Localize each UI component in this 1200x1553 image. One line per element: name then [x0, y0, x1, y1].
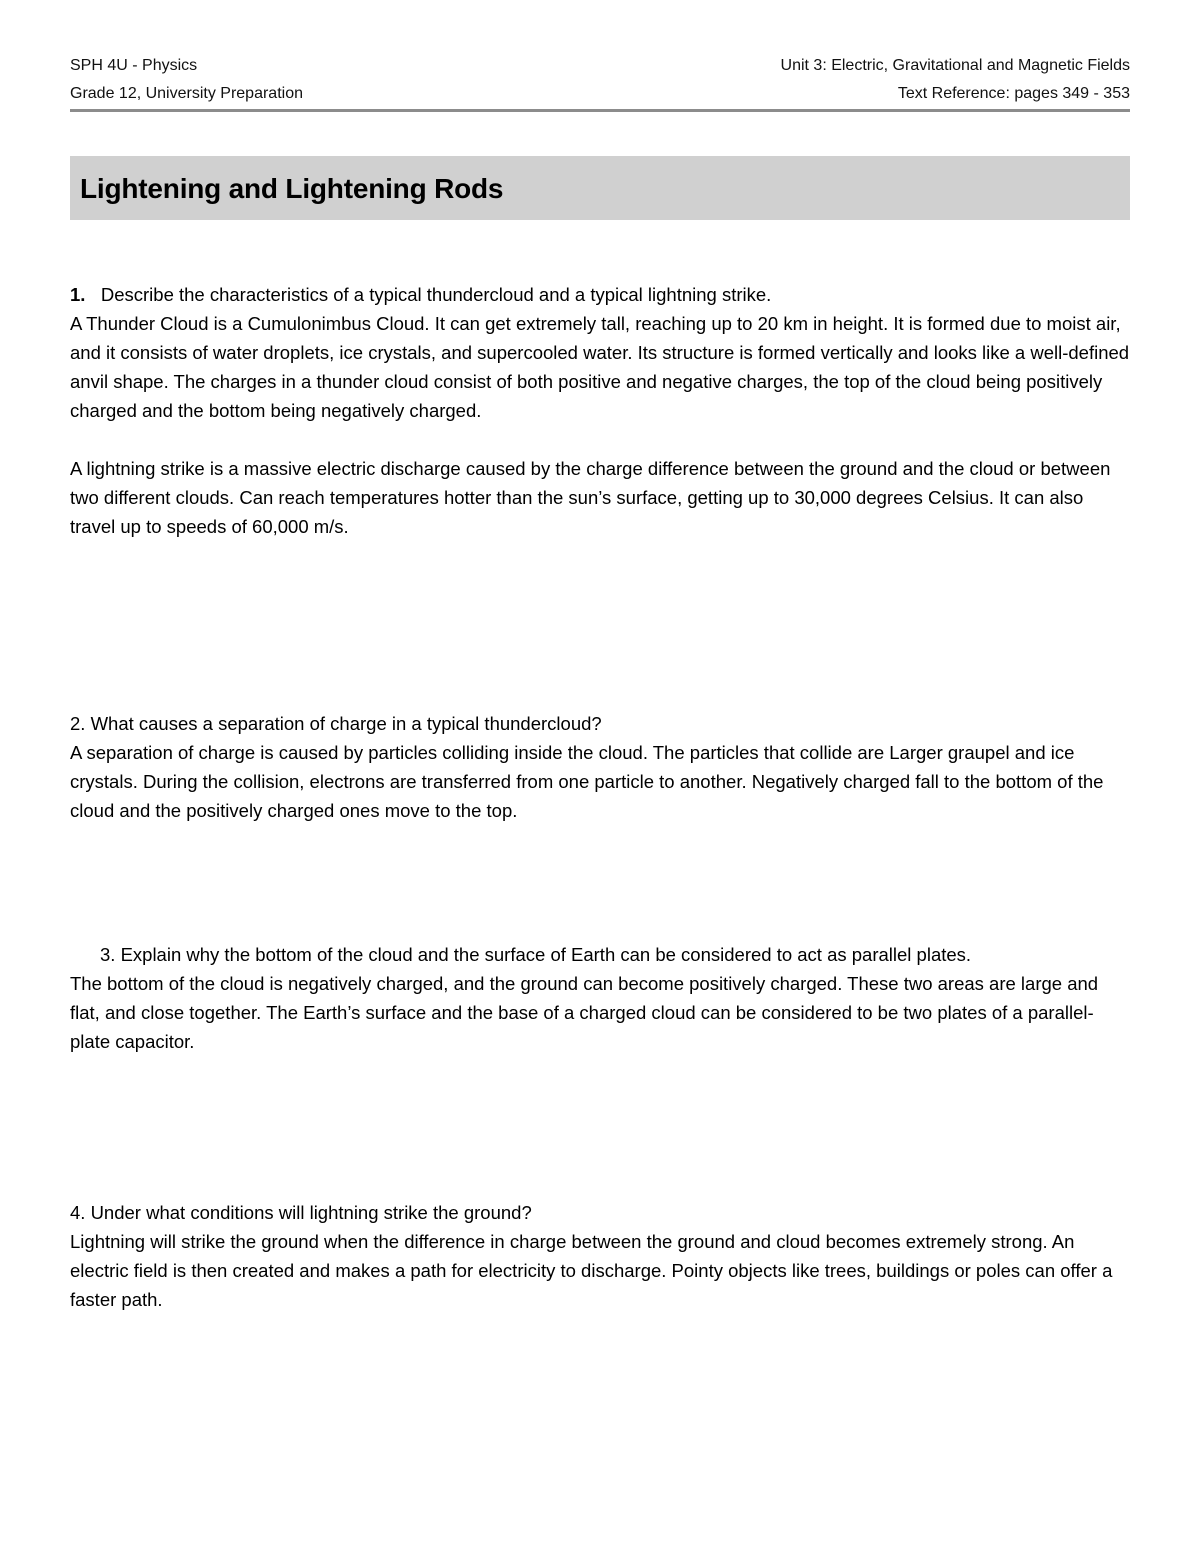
question-4-text: 4. Under what conditions will lightning strike the ground?: [70, 1202, 532, 1223]
question-2-block: [70, 709, 1130, 825]
question-1-block: [70, 280, 1130, 541]
question-1-text: Describe the characteristics of a typical thundercloud and a typical lightning strike.: [100, 284, 772, 305]
course-label: SPH 4U - Physics: [70, 57, 198, 74]
title-banner: [70, 156, 1130, 220]
question-3-block: [70, 940, 1130, 1056]
answer-3: The bottom of the cloud is negatively charged, and the ground can become positively charged. These two areas are large and flat, and close together. The Earth’s surface and the base of a charged cloud can be considered to be two plates of a parallel-plate capacitor.: [70, 973, 1099, 1052]
question-4-block: [70, 1198, 1130, 1314]
question-1-number: 1.: [70, 284, 86, 305]
answer-1-paragraph-1: A Thunder Cloud is a Cumulonimbus Cloud. It can get extremely tall, reaching up to 20 km in height. It is formed due to moist air, and it consists of water droplets, ice crystals, and supercooled water. Its structure is formed vertically and looks like a well-defined anvil shape. The charges in a thunder cloud consist of both positive and negative charges, the top of the cloud being positively charged and the bottom being negatively charged.: [70, 313, 1130, 421]
question-1: [70, 280, 1130, 309]
grade-label: Grade 12, University Preparation: [70, 85, 303, 102]
question-2-text: 2. What causes a separation of charge in a typical thundercloud?: [70, 713, 602, 734]
answer-1-paragraph-2: A lightning strike is a massive electric discharge caused by the charge difference between the ground and the cloud or between two different clouds. Can reach temperatures hotter than the sun’s surface, getting up to 30,000 degrees Celsius. It can also travel up to speeds of 60,000 m/s.: [70, 458, 1111, 537]
answer-4: Lightning will strike the ground when the difference in charge between the ground and cloud becomes extremely strong. An electric field is then created and makes a path for electricity to discharge. Pointy objects like trees, buildings or poles can offer a faster path.: [70, 1231, 1113, 1310]
question-3-text: 3. Explain why the bottom of the cloud and the surface of Earth can be considered to act as parallel plates.: [100, 944, 972, 965]
text-reference-label: Text Reference: pages 349 - 353: [897, 85, 1130, 102]
answer-2: A separation of charge is caused by particles colliding inside the cloud. The particles that collide are Larger graupel and ice crystals. During the collision, electrons are transferred from one particle to another. Negatively charged fall to the bottom of the cloud and the positively charged ones move to the top.: [70, 742, 1104, 821]
unit-label: Unit 3: Electric, Gravitational and Magnetic Fields: [780, 57, 1130, 74]
header-divider: [70, 109, 1130, 112]
page-title: Lightening and Lightening Rods: [80, 173, 504, 204]
